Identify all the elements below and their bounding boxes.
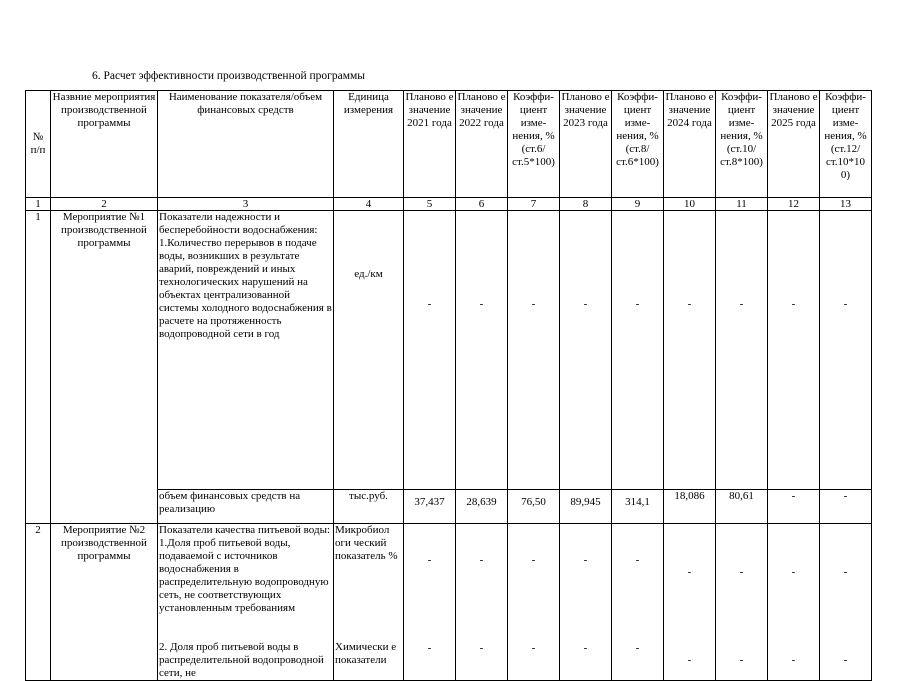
value-dash: -: [531, 642, 536, 654]
header-cell: Коэффи-циент изме-нения, % (ст.8/ ст.6*100): [612, 91, 664, 198]
column-number: 1: [26, 198, 51, 211]
header-cell: Наименование показателя/объем финансовых средств: [158, 91, 334, 198]
value-cell: [508, 524, 560, 681]
value-cell: [560, 524, 612, 681]
value-dash: -: [687, 654, 692, 666]
section-title: 6. Расчет эффективности производственной программы: [92, 70, 366, 82]
value-cell: 37,437: [404, 490, 456, 524]
value-cell: -: [768, 490, 820, 524]
value-cell: -: [456, 211, 508, 490]
column-number: 3: [158, 198, 334, 211]
indicator-cell: Показатели надежности и бесперебойности водоснабжения: 1.Количество перерывов в подаче воды, возникших в результате аварий, повреждений и иных технологических нарушений на объектах централизованной системы холодного водоснабжения в расчете на протяженность водопроводной сети в год: [158, 211, 334, 490]
unit-text-b: Химически е показатели: [335, 641, 397, 666]
table-row: [26, 524, 872, 681]
value-dash: -: [479, 554, 484, 566]
value-cell: -: [768, 211, 820, 490]
table-row: [26, 211, 872, 490]
column-number: 7: [508, 198, 560, 211]
unit-text-a: Микробиол оги ческий показатель %: [335, 524, 398, 562]
value-cell: -: [404, 211, 456, 490]
value-cell: [716, 524, 768, 681]
row-number: 2: [26, 524, 51, 681]
header-cell: Планово е значение 2021 года: [404, 91, 456, 198]
value-cell: -: [716, 211, 768, 490]
indicator-text-b: 2. Доля проб питьевой воды в распределительной водопроводной сети, не: [159, 641, 324, 679]
value-cell: -: [820, 490, 872, 524]
column-number: 12: [768, 198, 820, 211]
column-number: 2: [51, 198, 158, 211]
value-dash: -: [583, 642, 588, 654]
value-cell: 18,086: [664, 490, 716, 524]
column-number: 4: [334, 198, 404, 211]
header-cell: Планово е значение 2025 года: [768, 91, 820, 198]
value-cell: 28,639: [456, 490, 508, 524]
efficiency-table: [25, 90, 872, 681]
value-cell: -: [508, 211, 560, 490]
value-cell: [612, 524, 664, 681]
header-cell: Назвние мероприятия производственной программы: [51, 91, 158, 198]
value-cell: 76,50: [508, 490, 560, 524]
column-number-row: [26, 198, 872, 211]
value-dash: -: [739, 566, 744, 578]
header-cell: Коэффи-циент изме-нения, % (ст.6/ ст.5*100): [508, 91, 560, 198]
value-dash: -: [635, 554, 640, 566]
unit-cell: [334, 524, 404, 681]
value-dash: -: [791, 654, 796, 666]
value-dash: -: [583, 554, 588, 566]
measure-name: Мероприятие №1 производственной программы: [51, 211, 158, 524]
column-number: 11: [716, 198, 768, 211]
header-cell: Планово е значение 2022 года: [456, 91, 508, 198]
value-cell: [456, 524, 508, 681]
value-cell: -: [820, 211, 872, 490]
indicator-cell: объем финансовых средств на реализацию: [158, 490, 334, 524]
value-dash: -: [791, 566, 796, 578]
value-cell: [404, 524, 456, 681]
column-number: 5: [404, 198, 456, 211]
value-cell: 314,1: [612, 490, 664, 524]
header-cell: Коэффи-циент изме-нения, % (ст.10/ ст.8*100): [716, 91, 768, 198]
value-cell: 80,61: [716, 490, 768, 524]
header-cell: Планово е значение 2024 года: [664, 91, 716, 198]
value-dash: -: [635, 642, 640, 654]
unit-cell: тыс.руб.: [334, 490, 404, 524]
column-number: 10: [664, 198, 716, 211]
value-dash: -: [479, 642, 484, 654]
header-cell: № п/п: [26, 91, 51, 198]
value-dash: -: [687, 566, 692, 578]
column-number: 6: [456, 198, 508, 211]
value-dash: -: [531, 554, 536, 566]
column-number: 9: [612, 198, 664, 211]
value-dash: -: [427, 554, 432, 566]
value-cell: [768, 524, 820, 681]
header-cell: Планово е значение 2023 года: [560, 91, 612, 198]
value-dash: -: [427, 642, 432, 654]
value-cell: [820, 524, 872, 681]
value-cell: -: [612, 211, 664, 490]
measure-name: Мероприятие №2 производственной программы: [51, 524, 158, 681]
value-dash: -: [843, 654, 848, 666]
value-cell: [664, 524, 716, 681]
value-dash: -: [843, 566, 848, 578]
row-number: 1: [26, 211, 51, 524]
indicator-cell: [158, 524, 334, 681]
column-number: 13: [820, 198, 872, 211]
column-number: 8: [560, 198, 612, 211]
unit-cell: ед./км: [334, 211, 404, 490]
value-cell: 89,945: [560, 490, 612, 524]
value-cell: -: [664, 211, 716, 490]
header-cell: Единица измерения: [334, 91, 404, 198]
header-row: [26, 91, 872, 198]
value-dash: -: [739, 654, 744, 666]
indicator-text-a: Показатели качества питьевой воды: 1.Доля проб питьевой воды, подаваемой с источников водоснабжения в распределительную водопроводную сеть, не соответствующих установленным требованиям: [159, 524, 331, 614]
value-cell: -: [560, 211, 612, 490]
header-cell: Коэффи-циент изме-нения, % (ст.12/ ст.10*10 0): [820, 91, 872, 198]
